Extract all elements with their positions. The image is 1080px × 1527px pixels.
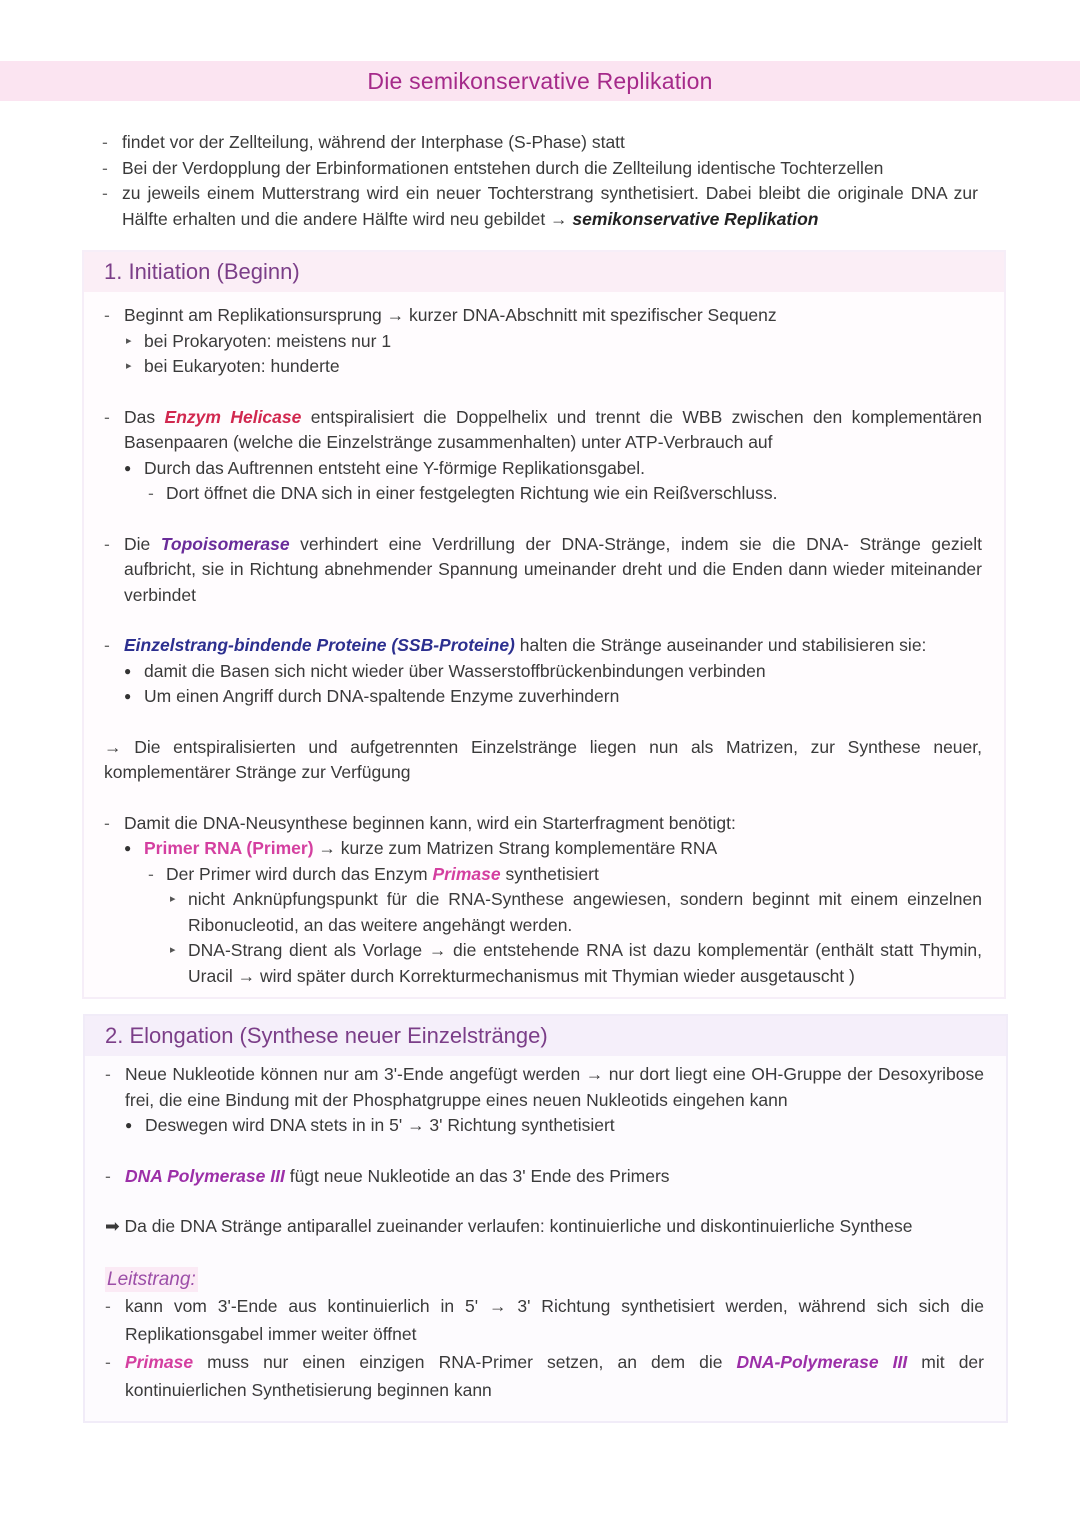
conclusion-text: → Die entspiralisierten und aufgetrennten Einzelstränge liegen nun als Matrizen, zur Synthese neuer, komplementärer Stränge zur Verfügung: [104, 736, 982, 782]
text: fügt neue Nukleotide an das 3' Ende des Primers: [284, 1165, 670, 1186]
term-polymerase: DNA-Polymerase III: [736, 1352, 908, 1372]
intro-emphasis: semikonservative Replikation: [572, 208, 819, 229]
list-subitem: ● Um einen Angriff durch DNA-spaltende Enzyme zuverhindern: [104, 684, 982, 710]
section-initiation: [82, 250, 1006, 999]
list-subitem: [104, 862, 982, 888]
text: synthetisiert: [500, 863, 599, 884]
intro-text: zu jeweils einem Mutterstrang wird ein neuer Tochterstrang synthetisiert. Dabei bleibt die originale DNA zur Hälfte erhalten und die andere Hälfte wird neu gebildet →: [122, 183, 978, 229]
list-subitem: ● damit die Basen sich nicht wieder über Wasserstoffbrückenbindungen verbinden: [104, 659, 982, 685]
text: → kurze zum Matrizen Strang komplementäre RNA: [313, 838, 718, 858]
text: Die: [124, 533, 161, 554]
list-item: [104, 532, 982, 609]
list-item: [105, 1164, 984, 1190]
term-primase: Primase: [432, 863, 501, 884]
list-subitem: ▸ bei Prokaryoten: meistens nur 1: [104, 329, 982, 355]
term-primer: Primer RNA (Primer): [144, 838, 314, 858]
list-subitem: ▸ DNA-Strang dient als Vorlage → die entstehende RNA ist dazu komplementär (enthält statt Thymin, Uracil → wird später durch Korrekturmechanismus mit Thymian wieder ausgetauscht ): [104, 938, 982, 989]
intro-list: [102, 130, 978, 232]
list-item: - kann vom 3'-Ende aus kontinuierlich in 5' → 3' Richtung synthetisiert werden, während sich sich die Replikationsgabel immer weiter öffnet: [105, 1292, 984, 1348]
subheading-leitstrang: Leitstrang:: [105, 1267, 198, 1293]
page-title: Die semikonservative Replikation: [367, 67, 713, 94]
conclusion-text: ➡ Da die DNA Stränge antiparallel zueinander verlaufen: kontinuierliche und diskontinuierliche Synthese: [105, 1216, 913, 1236]
text: mit der kontinuierlichen Synthetisierung beginnen kann: [125, 1352, 984, 1400]
text: Das: [124, 406, 165, 427]
term-helicase: Enzym Helicase: [164, 406, 302, 427]
term-polymerase: DNA Polymerase III: [125, 1165, 285, 1186]
intro-item: - findet vor der Zellteilung, während der Interphase (S-Phase) statt: [102, 130, 978, 156]
list-item: - Beginnt am Replikationsursprung → kurzer DNA-Abschnitt mit spezifischer Sequenz: [104, 303, 982, 329]
title-banner: [0, 61, 1080, 101]
list-subitem: ▸ nicht Anknüpfungspunkt für die RNA-Synthese angewiesen, sondern beginnt mit einem einzelnen Ribonucleotid, an das weitere angehängt werden.: [104, 887, 982, 938]
section-heading: 2. Elongation (Synthese neuer Einzelstränge): [85, 1016, 1006, 1056]
text: verhindert eine Verdrillung der DNA-Stränge, indem sie die DNA- Stränge gezielt aufbricht, sie in Richtung abnehmender Spannung umeinander dreht und die Enden dann wieder miteinander verbindet: [124, 533, 982, 605]
intro-item: [102, 181, 978, 232]
list-item: [104, 633, 982, 659]
list-subitem: ● Durch das Auftrennen entsteht eine Y-förmige Replikationsgabel.: [104, 456, 982, 482]
text: entspiralisiert die Doppelhelix und trennt die WBB zwischen den komplementären Basenpaaren (welche die Einzelstränge zusammenhalten) unter ATP-Verbrauch auf: [124, 406, 982, 452]
intro-item: - Bei der Verdopplung der Erbinformationen entstehen durch die Zellteilung identische Tochterzellen: [102, 156, 978, 182]
list-subitem: ▸ bei Eukaryoten: hunderte: [104, 354, 982, 380]
list-item: - Damit die DNA-Neusynthese beginnen kann, wird ein Starterfragment benötigt:: [104, 811, 982, 837]
text: halten die Stränge auseinander und stabilisieren sie:: [514, 635, 927, 655]
subheading-wrap: [105, 1267, 984, 1293]
list-subitem: ● Deswegen wird DNA stets in in 5' → 3' Richtung synthetisiert: [105, 1113, 984, 1139]
list-item: [105, 1348, 984, 1404]
section-heading: 1. Initiation (Beginn): [84, 252, 1004, 292]
section-elongation: [83, 1014, 1008, 1423]
text: muss nur einen einzigen RNA-Primer setzen, an dem die: [193, 1352, 737, 1372]
term-ssb: Einzelstrang-bindende Proteine (SSB-Proteine): [124, 635, 515, 655]
list-subitem: [104, 836, 982, 862]
term-primase: Primase: [125, 1352, 194, 1372]
text: Der Primer wird durch das Enzym: [166, 863, 433, 884]
list-item: - Neue Nukleotide können nur am 3'-Ende angefügt werden → nur dort liegt eine OH-Gruppe der Desoxyribose frei, die eine Bindung mit der Phosphatgruppe eines neuen Nukleotids eingehen kann: [105, 1062, 984, 1113]
list-item: [104, 405, 982, 456]
term-topoisomerase: Topoisomerase: [160, 533, 290, 554]
list-subitem: - Dort öffnet die DNA sich in einer festgelegten Richtung wie ein Reißverschluss.: [104, 481, 982, 507]
